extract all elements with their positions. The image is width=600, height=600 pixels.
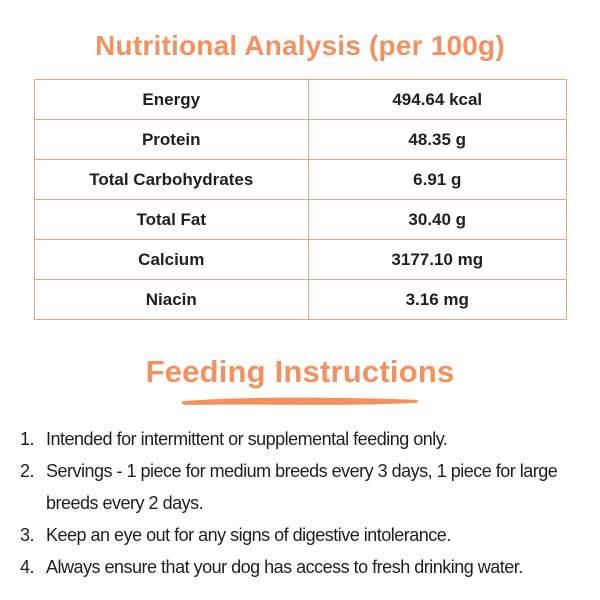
table-row [34,80,566,120]
table-row [34,160,566,200]
nutrient-value: 30.40 g [309,200,567,240]
brush-underline-decoration [0,394,600,407]
list-item-text: Keep an eye out for any signs of digestive intolerance. [46,525,451,545]
nutrient-label: Total Carbohydrates [34,160,309,200]
nutrient-label: Niacin [34,280,309,320]
nutrient-value: 6.91 g [309,160,567,200]
list-item-text: Intended for intermittent or supplemental feeding only. [46,429,448,449]
list-item-number: 2. [20,461,35,481]
list-item-number: 4. [20,557,35,577]
nutrient-value: 3.16 mg [309,280,567,320]
list-item-number: 1. [20,429,35,449]
list-item [20,455,600,519]
nutrition-title: Nutritional Analysis (per 100g) [95,30,505,61]
list-item [20,423,600,455]
brush-stroke-icon [178,394,422,407]
nutrient-label: Protein [34,120,309,160]
table-row [34,120,566,160]
list-item [20,551,600,583]
nutrient-value: 3177.10 mg [309,240,567,280]
nutrient-label: Energy [34,80,309,120]
nutrient-label: Total Fat [34,200,309,240]
table-row [34,200,566,240]
list-item [20,519,600,551]
nutrition-table [34,79,567,320]
nutrient-value: 48.35 g [309,120,567,160]
list-item-text: Servings - 1 piece for medium breeds every 3 days, 1 piece for large breeds every 2 days. [46,461,558,513]
table-row [34,240,566,280]
nutrient-label: Calcium [34,240,309,280]
feeding-instructions-list [0,423,600,583]
feeding-instructions-title: Feeding Instructions [145,354,455,389]
list-item-text: Always ensure that your dog has access to fresh drinking water. [46,557,523,577]
list-item-number: 3. [20,525,35,545]
nutrient-value: 494.64 kcal [309,80,567,120]
table-row [34,280,566,320]
